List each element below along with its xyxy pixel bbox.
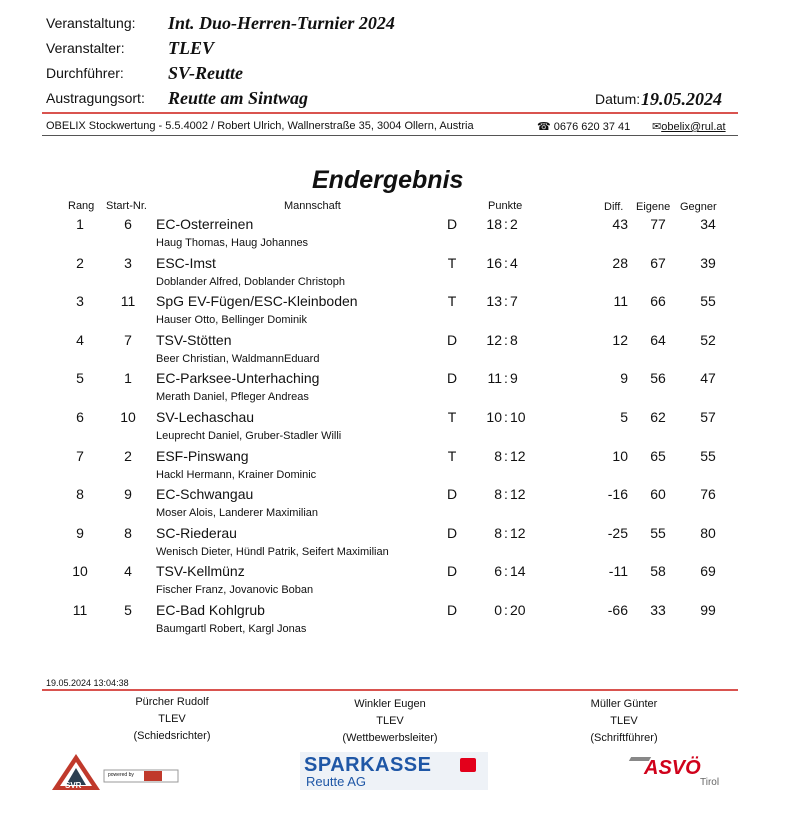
points-won: 8 bbox=[494, 525, 502, 541]
team-name: EC-Schwangau bbox=[156, 486, 254, 502]
email[interactable] bbox=[652, 120, 726, 133]
sparkasse-logo bbox=[300, 752, 488, 790]
ort-value: Reutte am Sintwag bbox=[168, 88, 309, 108]
obelix-info: OBELIX Stockwertung - 5.5.4002 / Robert Ulrich, Wallnerstraße 35, 3004 Ollern, Austria bbox=[46, 120, 474, 132]
points-won: 13 bbox=[486, 293, 502, 309]
official-org: TLEV bbox=[610, 715, 638, 727]
start-number: 10 bbox=[120, 409, 136, 425]
col-eigene: Eigene bbox=[636, 201, 671, 213]
official-role: (Wettbewerbsleiter) bbox=[342, 732, 438, 744]
points-lost: 12 bbox=[510, 525, 526, 541]
own-score: 66 bbox=[650, 293, 666, 309]
asvo-text: ASVÖ bbox=[644, 757, 701, 779]
points-won: 18 bbox=[486, 216, 502, 232]
points-lost: 20 bbox=[510, 602, 526, 618]
rank: 8 bbox=[76, 486, 84, 502]
difference: 11 bbox=[613, 293, 628, 309]
opponent-score: 80 bbox=[700, 525, 716, 541]
opponent-score: 52 bbox=[700, 332, 716, 348]
phone-icon: ☎ bbox=[537, 121, 551, 133]
difference: -25 bbox=[607, 525, 628, 541]
region: D bbox=[446, 216, 458, 232]
team-players: Haug Thomas, Haug Johannes bbox=[156, 237, 309, 249]
points-lost: 12 bbox=[510, 486, 526, 502]
col-startnr: Start-Nr. bbox=[106, 200, 147, 212]
points-separator: : bbox=[504, 255, 508, 271]
team-players: Beer Christian, WaldmannEduard bbox=[156, 353, 320, 365]
region: T bbox=[447, 448, 457, 464]
own-score: 56 bbox=[650, 370, 666, 386]
veranstaltung-label: Veranstaltung: bbox=[46, 15, 136, 31]
start-number: 11 bbox=[120, 293, 136, 309]
team-players: Wenisch Dieter, Hündl Patrik, Seifert Maximilian bbox=[156, 546, 389, 558]
obelix-divider bbox=[42, 135, 738, 136]
official-org: TLEV bbox=[376, 715, 404, 727]
official-name: Pürcher Rudolf bbox=[135, 696, 209, 708]
points-lost: 14 bbox=[510, 563, 526, 579]
points-lost: 12 bbox=[510, 448, 526, 464]
difference: 5 bbox=[620, 409, 628, 425]
points-won: 8 bbox=[494, 448, 502, 464]
points-separator: : bbox=[504, 486, 508, 502]
rank: 10 bbox=[72, 563, 88, 579]
start-number: 2 bbox=[124, 448, 132, 464]
region: D bbox=[446, 525, 458, 541]
points-separator: : bbox=[504, 602, 508, 618]
points-won: 10 bbox=[486, 409, 502, 425]
rank: 2 bbox=[76, 255, 84, 271]
official-role: (Schriftführer) bbox=[590, 732, 658, 744]
points-separator: : bbox=[504, 525, 508, 541]
difference: 10 bbox=[612, 448, 628, 464]
region: D bbox=[446, 332, 458, 348]
own-score: 67 bbox=[650, 255, 666, 271]
veranstalter-label: Veranstalter: bbox=[46, 40, 125, 56]
team-players: Baumgartl Robert, Kargl Jonas bbox=[156, 623, 307, 635]
start-number: 5 bbox=[124, 602, 132, 618]
own-score: 55 bbox=[650, 525, 666, 541]
team-players: Leuprecht Daniel, Gruber-Stadler Willi bbox=[156, 430, 342, 442]
difference: -66 bbox=[607, 602, 628, 618]
points-won: 8 bbox=[494, 486, 502, 502]
points-lost: 4 bbox=[510, 255, 518, 271]
points-separator: : bbox=[504, 216, 508, 232]
phone-number: 0676 620 37 41 bbox=[553, 121, 631, 133]
points-separator: : bbox=[504, 563, 508, 579]
datum-value: 19.05.2024 bbox=[641, 89, 722, 109]
col-rang: Rang bbox=[68, 200, 95, 212]
opponent-score: 69 bbox=[700, 563, 716, 579]
col-mannschaft: Mannschaft bbox=[284, 200, 341, 212]
points-separator: : bbox=[504, 293, 508, 309]
col-punkte: Punkte bbox=[488, 200, 523, 212]
official-org: TLEV bbox=[158, 713, 186, 725]
start-number: 6 bbox=[124, 216, 132, 232]
own-score: 77 bbox=[650, 216, 666, 232]
difference: 12 bbox=[612, 332, 628, 348]
sparkasse-sub: Reutte AG bbox=[306, 774, 366, 789]
team-players: Doblander Alfred, Doblander Christoph bbox=[156, 276, 345, 288]
team-name: EC-Bad Kohlgrub bbox=[156, 602, 265, 618]
opponent-score: 34 bbox=[700, 216, 716, 232]
points-lost: 8 bbox=[510, 332, 518, 348]
rank: 4 bbox=[76, 332, 84, 348]
team-name: ESC-Imst bbox=[156, 255, 216, 271]
team-players: Hackl Hermann, Krainer Dominic bbox=[156, 469, 317, 481]
own-score: 58 bbox=[650, 563, 666, 579]
col-gegner: Gegner bbox=[680, 201, 717, 213]
asvo-logo bbox=[630, 757, 740, 793]
datum-label: Datum: bbox=[595, 91, 641, 107]
own-score: 62 bbox=[650, 409, 666, 425]
region: T bbox=[447, 293, 457, 309]
team-name: TSV-Stötten bbox=[156, 332, 232, 348]
svr-text: SVR bbox=[65, 781, 82, 790]
footer-divider bbox=[42, 689, 738, 691]
start-number: 3 bbox=[124, 255, 132, 271]
official-schriftfuehrer bbox=[544, 696, 704, 747]
points-separator: : bbox=[504, 409, 508, 425]
points-won: 11 bbox=[487, 370, 502, 386]
difference: -11 bbox=[608, 563, 628, 579]
svr-powered: powered by bbox=[108, 772, 134, 778]
points-won: 0 bbox=[494, 602, 502, 618]
own-score: 65 bbox=[650, 448, 666, 464]
opponent-score: 55 bbox=[700, 448, 716, 464]
difference: 9 bbox=[620, 370, 628, 386]
team-name: SpG EV-Fügen/ESC-Kleinboden bbox=[156, 293, 358, 309]
timestamp: 19.05.2024 13:04:38 bbox=[46, 678, 129, 688]
durchfuehrer-label: Durchführer: bbox=[46, 65, 124, 81]
region: D bbox=[446, 486, 458, 502]
start-number: 9 bbox=[124, 486, 132, 502]
mail-icon: ✉ bbox=[652, 121, 662, 133]
team-players: Moser Alois, Landerer Maximilian bbox=[156, 507, 319, 519]
team-players: Hauser Otto, Bellinger Dominik bbox=[156, 314, 308, 326]
team-name: SC-Riederau bbox=[156, 525, 237, 541]
team-name: EC-Osterreinen bbox=[156, 216, 254, 232]
start-number: 8 bbox=[124, 525, 132, 541]
team-name: ESF-Pinswang bbox=[156, 448, 249, 464]
rank: 5 bbox=[76, 370, 84, 386]
points-lost: 9 bbox=[510, 370, 518, 386]
rank: 1 bbox=[76, 216, 84, 232]
own-score: 33 bbox=[650, 602, 666, 618]
sparkasse-s-icon bbox=[460, 758, 476, 772]
opponent-score: 55 bbox=[700, 293, 716, 309]
team-name: SV-Lechaschau bbox=[156, 409, 255, 425]
start-number: 4 bbox=[124, 563, 132, 579]
difference: 28 bbox=[612, 255, 628, 271]
region: D bbox=[446, 563, 458, 579]
team-name: TSV-Kellmünz bbox=[156, 563, 245, 579]
official-wettbewerbsleiter bbox=[310, 696, 470, 747]
region: D bbox=[446, 370, 458, 386]
sparkasse-text: SPARKASSE bbox=[304, 754, 432, 776]
rank: 6 bbox=[76, 409, 84, 425]
col-diff: Diff. bbox=[604, 201, 624, 213]
opponent-score: 39 bbox=[700, 255, 716, 271]
difference: -16 bbox=[607, 486, 628, 502]
opponent-score: 99 bbox=[700, 602, 716, 618]
asvo-sub: Tirol bbox=[700, 777, 720, 788]
region: T bbox=[447, 409, 457, 425]
own-score: 60 bbox=[650, 486, 666, 502]
region: D bbox=[446, 602, 458, 618]
points-separator: : bbox=[504, 370, 508, 386]
official-name: Winkler Eugen bbox=[354, 698, 426, 710]
rank: 9 bbox=[76, 525, 84, 541]
points-lost: 2 bbox=[510, 216, 518, 232]
team-name: EC-Parksee-Unterhaching bbox=[156, 370, 320, 386]
team-players: Merath Daniel, Pfleger Andreas bbox=[156, 391, 309, 403]
rank: 7 bbox=[76, 448, 84, 464]
header-divider bbox=[42, 112, 738, 114]
difference: 43 bbox=[612, 216, 628, 232]
opponent-score: 47 bbox=[700, 370, 716, 386]
opponent-score: 76 bbox=[700, 486, 716, 502]
durchfuehrer-value: SV-Reutte bbox=[168, 63, 244, 83]
points-separator: : bbox=[504, 332, 508, 348]
points-lost: 10 bbox=[510, 409, 526, 425]
start-number: 7 bbox=[124, 332, 132, 348]
official-schiedsrichter bbox=[92, 694, 252, 745]
points-won: 6 bbox=[494, 563, 502, 579]
team-players: Fischer Franz, Jovanovic Boban bbox=[156, 584, 314, 596]
ort-label: Austragungsort: bbox=[46, 90, 145, 106]
points-won: 12 bbox=[486, 332, 502, 348]
veranstaltung-value: Int. Duo-Herren-Turnier 2024 bbox=[168, 13, 395, 33]
svr-logo bbox=[50, 752, 182, 792]
region: T bbox=[447, 255, 457, 271]
veranstalter-value: TLEV bbox=[168, 38, 215, 58]
official-name: Müller Günter bbox=[590, 698, 658, 710]
official-role: (Schiedsrichter) bbox=[133, 730, 211, 742]
points-separator: : bbox=[504, 448, 508, 464]
own-score: 64 bbox=[650, 332, 666, 348]
rank: 11 bbox=[72, 602, 88, 618]
points-won: 16 bbox=[486, 255, 502, 271]
opponent-score: 57 bbox=[700, 409, 716, 425]
email-address[interactable]: obelix@rul.at bbox=[661, 121, 726, 133]
page-title: Endergebnis bbox=[312, 166, 464, 194]
phone bbox=[537, 120, 630, 133]
start-number: 1 bbox=[124, 370, 132, 386]
rank: 3 bbox=[76, 293, 84, 309]
points-lost: 7 bbox=[510, 293, 518, 309]
